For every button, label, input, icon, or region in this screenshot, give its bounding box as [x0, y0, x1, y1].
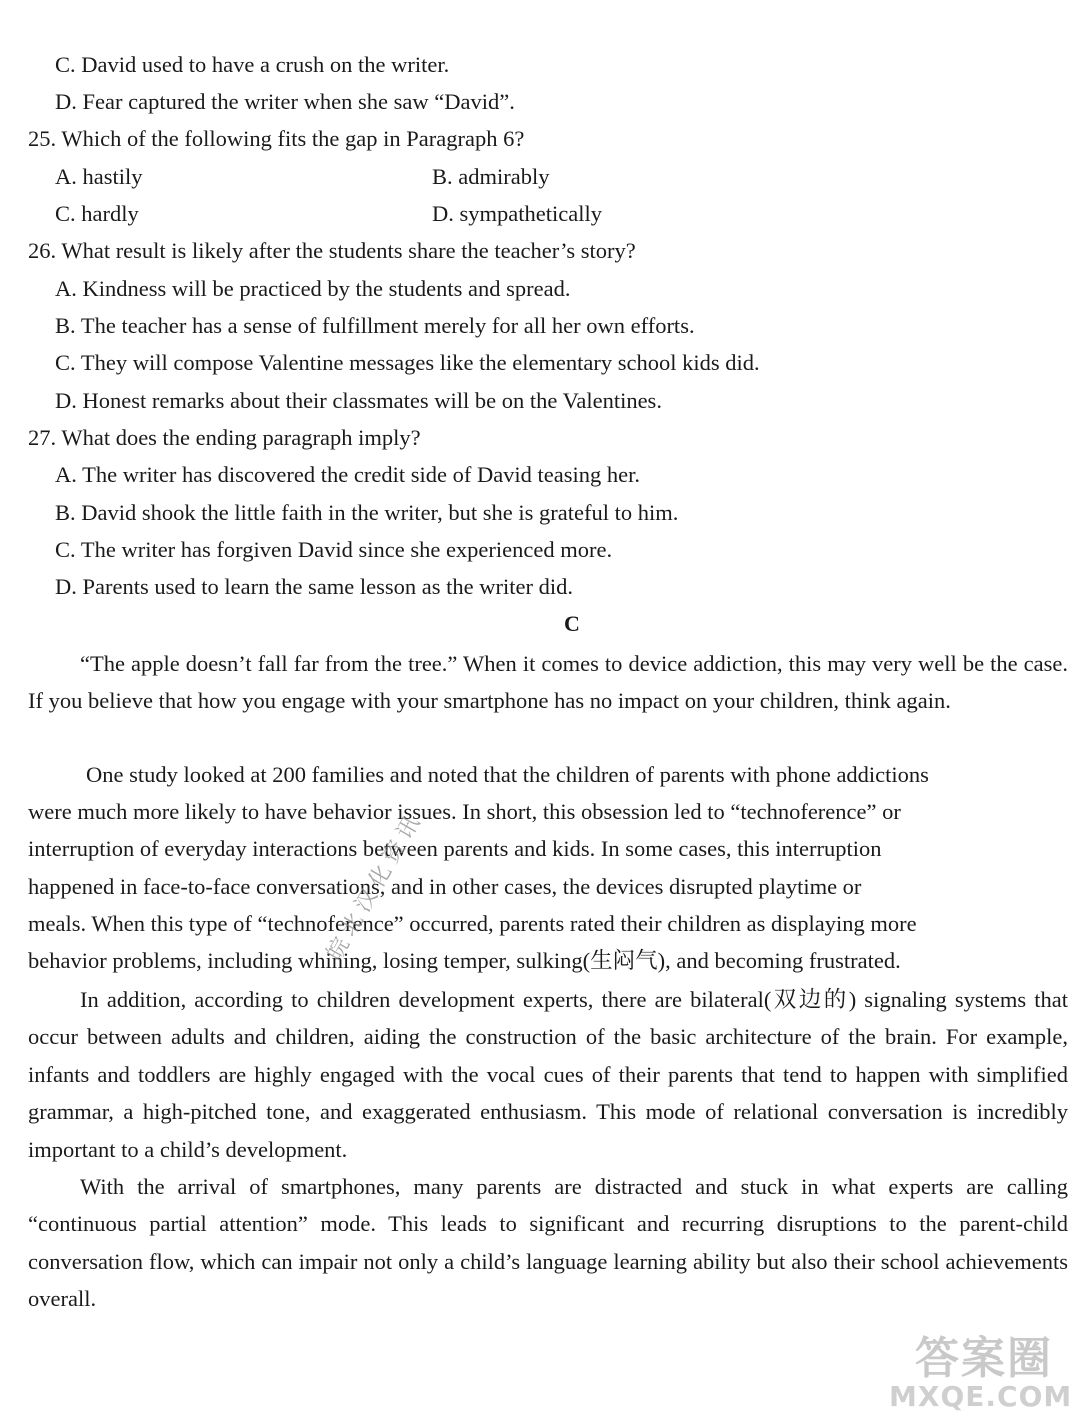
paragraph-2-line-1: One study looked at 200 families and noted that the children of parents with phone addictions	[86, 762, 929, 787]
logo-domain-text: MXQE.COM	[889, 1380, 1073, 1413]
q26-stem: 26. What result is likely after the students share the teacher’s story?	[28, 238, 636, 263]
paragraph-4-text: With the arrival of smartphones, many parents are distracted and stuck in what experts are calling “continuous partial attention” mode. This leads to significant and recurring disruptions to the parent-child conversation flow, which can impair not only a child’s language learning ability but also their school achievements overall.	[28, 1174, 1068, 1312]
q26-option-d: D. Honest remarks about their classmates will be on the Valentines.	[55, 388, 662, 413]
paragraph-2-line-4: happened in face-to-face conversations, and in other cases, the devices disrupted playtime or	[28, 874, 862, 899]
passage-paragraph-4	[28, 1168, 1068, 1318]
watermark-text: 皖北汉化资讯	[322, 806, 428, 965]
site-logo	[887, 1320, 1073, 1420]
passage-paragraph-1	[28, 645, 1068, 720]
q26-option-c: C. They will compose Valentine messages like the elementary school kids did.	[55, 350, 760, 375]
q25-option-a: A. hastily	[55, 164, 143, 189]
q26-option-a: A. Kindness will be practiced by the students and spread.	[55, 276, 571, 301]
q27-option-a: A. The writer has discovered the credit side of David teasing her.	[55, 462, 641, 487]
passage-paragraph-3	[28, 981, 1068, 1168]
q24-option-d: D. Fear captured the writer when she saw “David”.	[55, 89, 515, 114]
paragraph-3-text: In addition, according to children development experts, there are bilateral(双边的) signaling systems that occur between adults and children, aiding the construction of the basic architecture of the brain. For example, infants and toddlers are highly engaged with the vocal cues of their parents that tend to happen with simplified grammar, a high-pitched tone, and exaggerated enthusiasm. This mode of relational conversation is incredibly important to a child’s development.	[28, 987, 1068, 1162]
paragraph-2-line-3: interruption of everyday interactions between parents and kids. In some cases, this interruption	[28, 836, 882, 861]
paragraph-1-text: “The apple doesn’t fall far from the tree.” When it comes to device addiction, this may very well be the case. If you believe that how you engage with your smartphone has no impact on your children, think again.	[28, 651, 1068, 714]
paragraph-2-line-5: meals. When this type of “technoference” occurred, parents rated their children as displaying more	[28, 911, 917, 936]
q26-option-b: B. The teacher has a sense of fulfillment merely for all her own efforts.	[55, 313, 695, 338]
q25-option-c: C. hardly	[55, 201, 139, 226]
q27-option-b: B. David shook the little faith in the writer, but she is grateful to him.	[55, 500, 679, 525]
logo-chinese-text: 答案圈	[915, 1333, 1053, 1384]
q27-option-d: D. Parents used to learn the same lesson as the writer did.	[55, 574, 573, 599]
q27-stem: 27. What does the ending paragraph imply?	[28, 425, 421, 450]
paragraph-2-line-2: were much more likely to have behavior issues. In short, this obsession led to “technoference” or	[28, 799, 901, 824]
q25-option-b: B. admirably	[432, 164, 550, 189]
paragraph-2-line-6: behavior problems, including whining, losing temper, sulking(生闷气), and becoming frustrated.	[28, 948, 901, 973]
q27-option-c: C. The writer has forgiven David since she experienced more.	[55, 537, 613, 562]
q24-option-c: C. David used to have a crush on the writer.	[55, 52, 450, 77]
q25-stem: 25. Which of the following fits the gap in Paragraph 6?	[28, 126, 525, 151]
q25-option-d: D. sympathetically	[432, 201, 602, 226]
section-title: C	[564, 611, 580, 636]
